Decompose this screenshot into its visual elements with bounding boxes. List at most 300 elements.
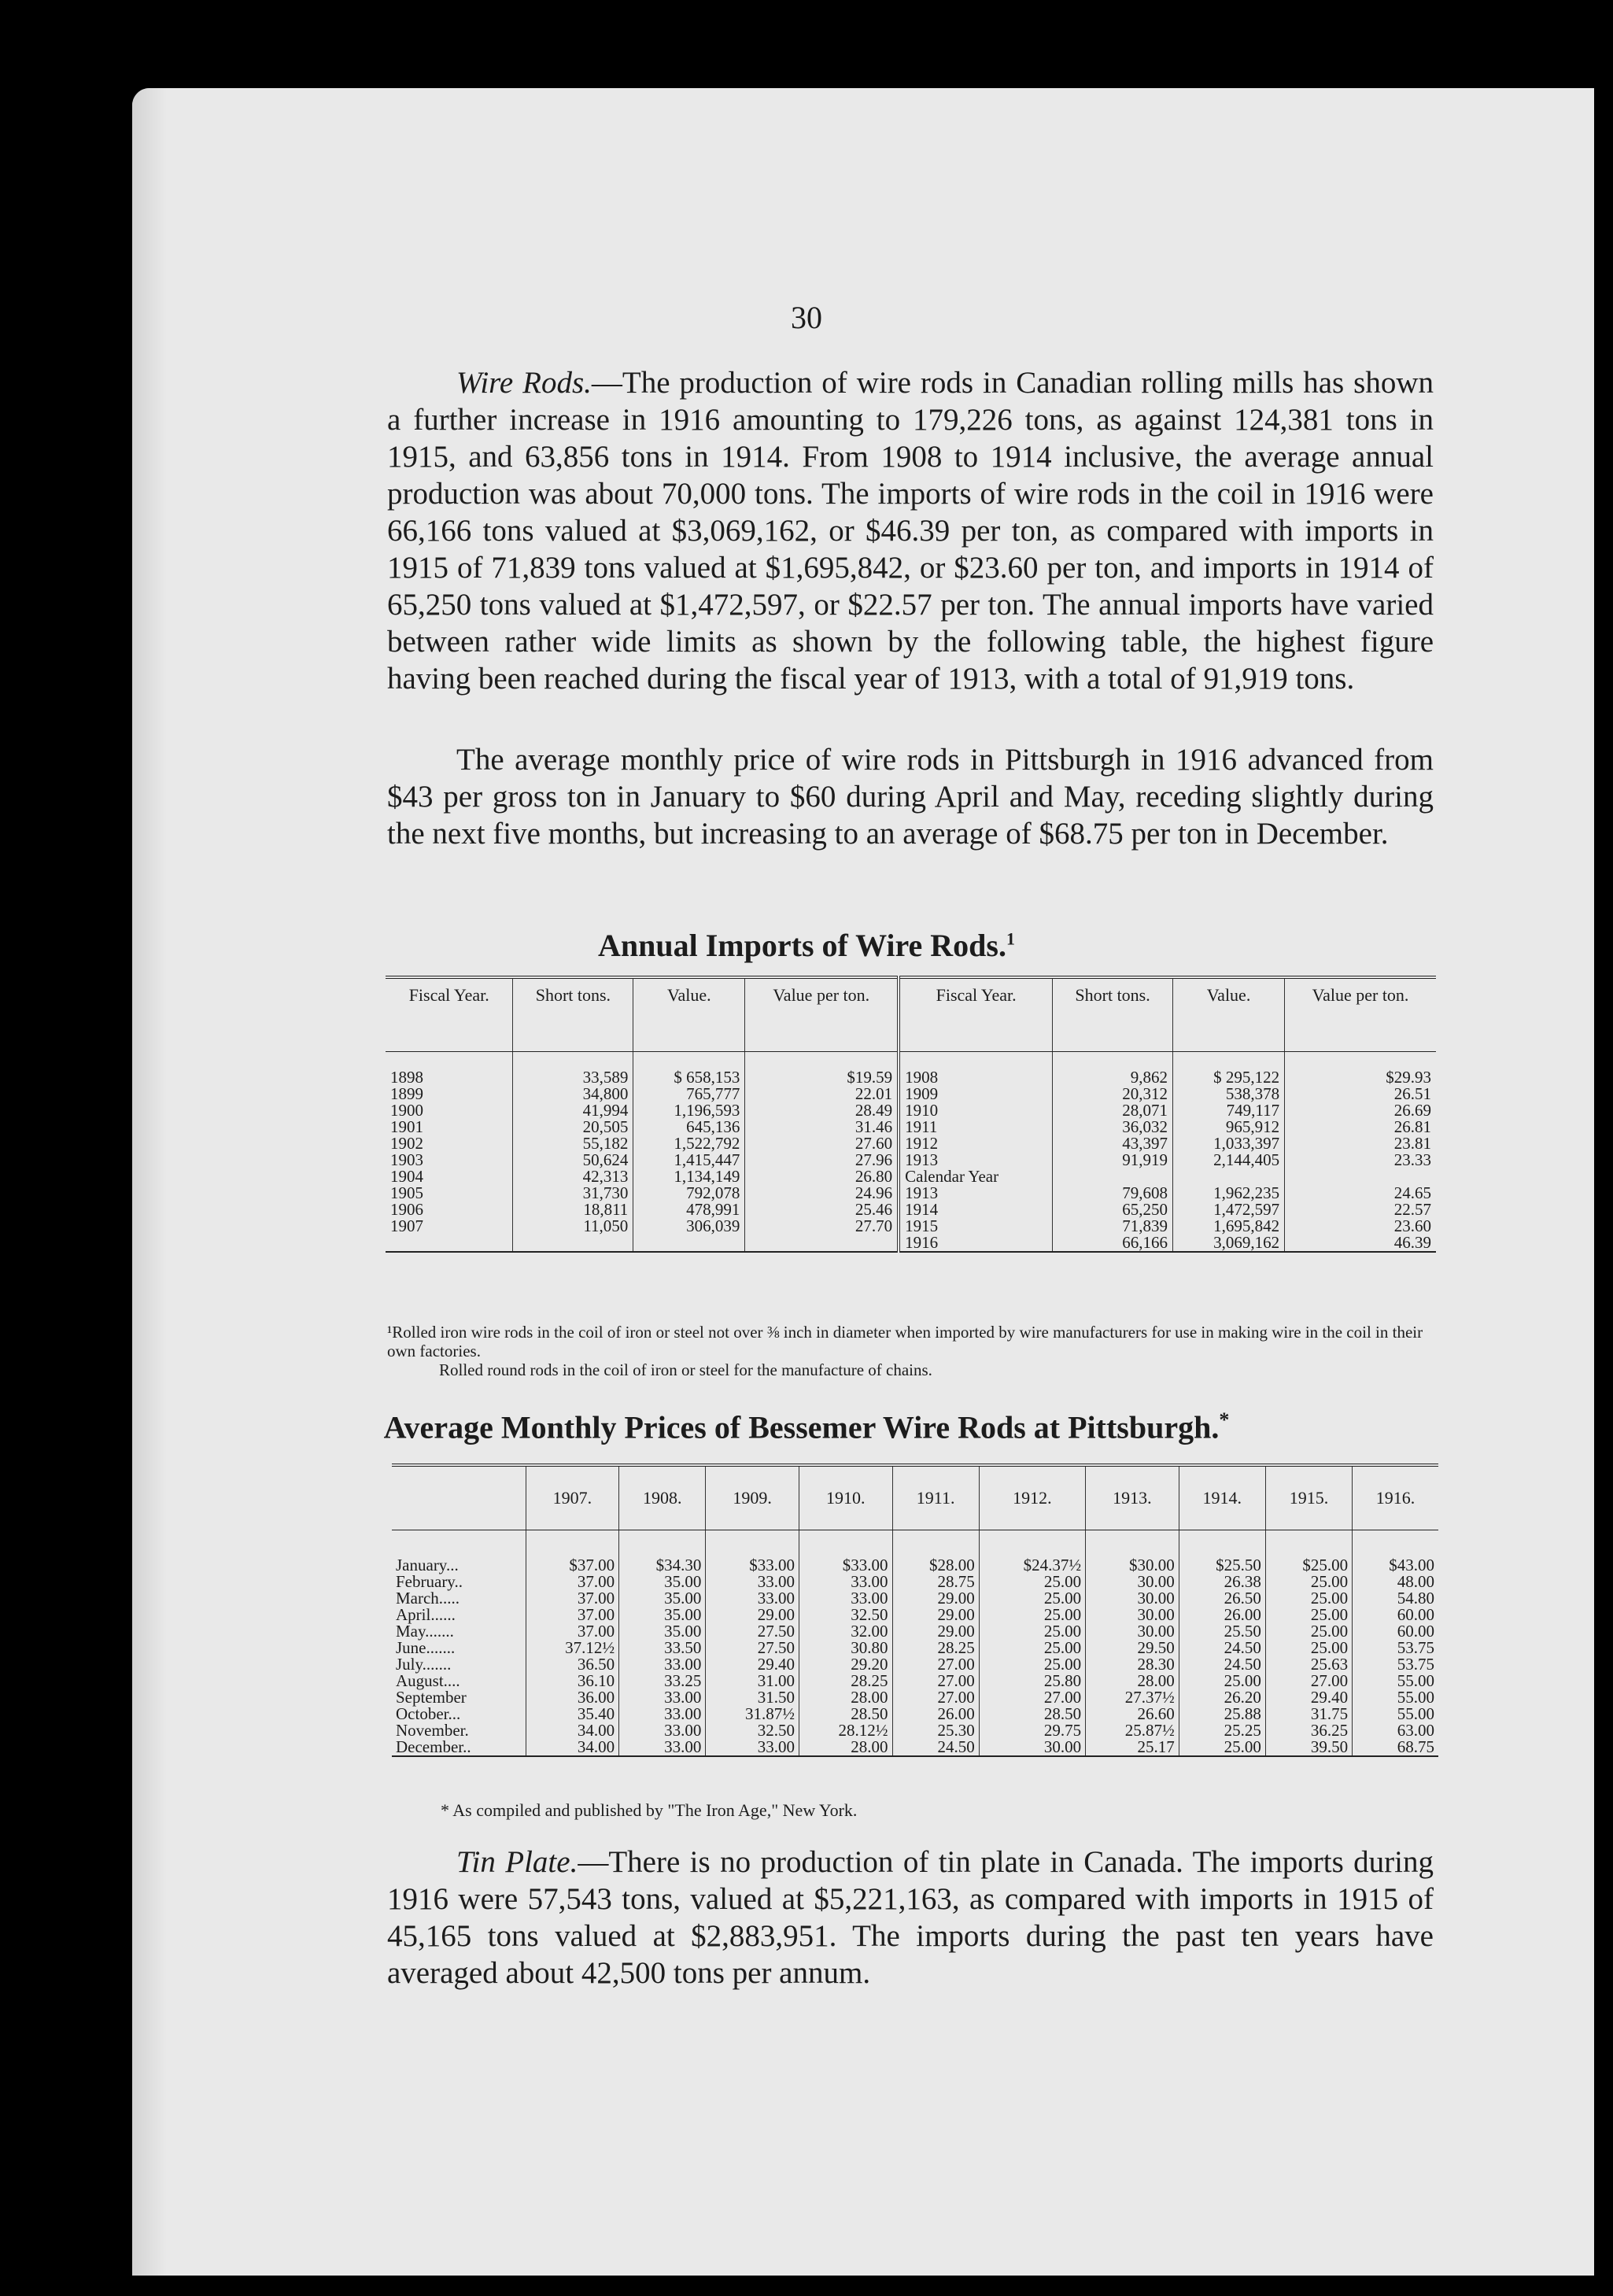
prices-year-header: 1908. [619, 1465, 706, 1530]
prices-value-cell: 55.00 [1397, 1671, 1434, 1690]
prices-month-cell: December.. [392, 1739, 526, 1756]
prices-month-cell: October... [392, 1706, 526, 1722]
prices-title-text: Average Monthly Prices of Bessemer Wire Rods at Pittsburgh. [383, 1409, 1220, 1445]
prices-value-cell: 36.50 [526, 1656, 619, 1673]
imports-year-cell: 1904 [386, 1168, 513, 1185]
spacer-cell [899, 1052, 1053, 1070]
prices-value-cell: 33.25 [619, 1673, 706, 1689]
prices-row [392, 1656, 1438, 1673]
imports-row [386, 1086, 1436, 1102]
imports-year-cell: 1912 [899, 1135, 1053, 1152]
prices-value-cell: 37.00 [526, 1590, 619, 1607]
imports-value-cell: 36,032 [1053, 1119, 1173, 1135]
imports-row [386, 1185, 1436, 1202]
prices-value-cell: 24.50 [892, 1739, 979, 1756]
imports-header-cell: Fiscal Year. [386, 977, 513, 1052]
imports-value-cell [633, 1235, 745, 1252]
prices-value-cell: 31.00 [706, 1673, 799, 1689]
spacer-cell [1285, 1052, 1436, 1070]
prices-value-cell: 28.30 [1086, 1656, 1179, 1673]
prices-month-cell: May....... [392, 1623, 526, 1640]
prices-value-cell: 35.00 [619, 1607, 706, 1623]
prices-spacer-row [392, 1530, 1438, 1558]
imports-value-cell: 792,078 [633, 1185, 745, 1202]
imports-value-cell: 645,136 [633, 1119, 745, 1135]
prices-value-cell: 30.00 [1086, 1607, 1179, 1623]
imports-value-cell: 33,589 [513, 1069, 633, 1086]
imports-year-cell: 1900 [386, 1102, 513, 1119]
price-paragraph [387, 741, 1434, 852]
imports-row [386, 1069, 1436, 1086]
prices-title-mark: * [1219, 1408, 1230, 1431]
imports-value-cell: 31,730 [513, 1185, 633, 1202]
prices-year-header: 1907. [526, 1465, 619, 1530]
imports-title-footnote-mark: 1 [1006, 928, 1015, 949]
spacer-cell [633, 1052, 745, 1070]
prices-value-cell: 35.00 [619, 1623, 706, 1640]
imports-year-cell: 1905 [386, 1185, 513, 1202]
prices-value-cell: $33.00 [799, 1557, 892, 1574]
imports-value-cell: 24.65 [1393, 1183, 1431, 1202]
imports-value-cell: 55,182 [513, 1135, 633, 1152]
imports-value-cell: 26.80 [745, 1168, 899, 1185]
prices-value-cell: 33.00 [799, 1590, 892, 1607]
prices-year-header: 1909. [706, 1465, 799, 1530]
imports-year-cell: 1899 [386, 1086, 513, 1102]
prices-value-cell: 33.00 [799, 1574, 892, 1590]
imports-row [386, 1119, 1436, 1135]
spacer-cell [745, 1052, 899, 1070]
prices-value-cell: 33.00 [619, 1706, 706, 1722]
imports-value-cell: 11,050 [513, 1218, 633, 1235]
prices-value-cell: 25.63 [1265, 1656, 1352, 1673]
prices-value-cell: 30.00 [979, 1739, 1085, 1756]
prices-value-cell: 26.50 [1179, 1590, 1265, 1607]
imports-value-cell: 749,117 [1173, 1102, 1285, 1119]
prices-value-cell: 29.00 [892, 1623, 979, 1640]
imports-value-cell: 18,811 [513, 1202, 633, 1218]
prices-value-cell: 68.75 [1397, 1737, 1434, 1756]
imports-value-cell: 1,033,397 [1173, 1135, 1285, 1152]
imports-value-cell: 23.60 [1393, 1216, 1431, 1235]
imports-value-cell: 538,378 [1173, 1086, 1285, 1102]
imports-value-cell [745, 1235, 899, 1252]
prices-value-cell: 26.38 [1179, 1574, 1265, 1590]
prices-month-cell: April...... [392, 1607, 526, 1623]
imports-value-cell: 34,800 [513, 1086, 633, 1102]
prices-value-cell: 28.50 [799, 1706, 892, 1722]
imports-value-cell: 42,313 [513, 1168, 633, 1185]
prices-value-cell: 29.40 [1265, 1689, 1352, 1706]
prices-value-cell: $25.00 [1265, 1557, 1352, 1574]
imports-row [386, 1202, 1436, 1218]
prices-year-header: 1912. [979, 1465, 1085, 1530]
prices-value-cell: 25.00 [979, 1574, 1085, 1590]
prices-value-cell: 28.00 [799, 1739, 892, 1756]
prices-row [392, 1673, 1438, 1689]
imports-table-title [0, 927, 1613, 964]
imports-value-cell [513, 1235, 633, 1252]
prices-value-cell: 25.00 [1179, 1739, 1265, 1756]
prices-value-cell: 28.75 [892, 1574, 979, 1590]
prices-value-cell: $25.50 [1179, 1557, 1265, 1574]
imports-value-cell: 41,994 [513, 1102, 633, 1119]
imports-value-cell: 46.39 [1393, 1233, 1431, 1252]
imports-year-cell: 1906 [386, 1202, 513, 1218]
imports-value-cell: 2,144,405 [1173, 1152, 1285, 1168]
prices-value-cell: 25.00 [979, 1590, 1085, 1607]
prices-value-cell: 25.00 [1265, 1640, 1352, 1656]
prices-row [392, 1722, 1438, 1739]
prices-value-cell: 27.00 [892, 1689, 979, 1706]
imports-value-cell: 28,071 [1053, 1102, 1173, 1119]
prices-value-cell: $28.00 [892, 1557, 979, 1574]
imports-value-cell: 26.51 [1393, 1084, 1431, 1103]
imports-row [386, 1235, 1436, 1252]
spacer-cell [619, 1530, 706, 1558]
prices-value-cell: 34.00 [526, 1739, 619, 1756]
spacer-cell [1179, 1530, 1265, 1558]
prices-value-cell: 30.00 [1086, 1590, 1179, 1607]
imports-value-cell: 3,069,162 [1173, 1235, 1285, 1252]
prices-year-header: 1911. [892, 1465, 979, 1530]
prices-value-cell: 35.00 [619, 1590, 706, 1607]
imports-value-cell [1053, 1168, 1173, 1185]
imports-value-cell: 1,134,149 [633, 1168, 745, 1185]
tin-plate-text: —There is no production of tin plate in Canada. The imports during 1916 were 57,543 tons, valued at $5,221,163, as compared with imports in 1915 of 45,165 tons valued at $2,883,951. The imports during the past ten years have averaged about 42,500 tons per annum. [387, 1845, 1434, 1990]
imports-header-cell: Value. [633, 977, 745, 1052]
prices-value-cell: 30.80 [799, 1640, 892, 1656]
prices-value-cell: $33.00 [706, 1557, 799, 1574]
wire-rods-paragraph [387, 364, 1434, 697]
imports-value-cell: 23.33 [1393, 1150, 1431, 1169]
prices-value-cell: 27.00 [979, 1689, 1085, 1706]
prices-value-cell: 26.00 [1179, 1607, 1265, 1623]
imports-value-cell: 1,522,792 [633, 1135, 745, 1152]
prices-value-cell: 35.40 [526, 1706, 619, 1722]
spacer-cell [1173, 1052, 1285, 1070]
prices-value-cell: 33.00 [706, 1590, 799, 1607]
prices-value-cell: 25.00 [1265, 1607, 1352, 1623]
prices-month-cell: November. [392, 1722, 526, 1739]
prices-row [392, 1557, 1438, 1574]
prices-value-cell: 24.50 [1179, 1640, 1265, 1656]
prices-value-cell: $43.00 [1389, 1556, 1434, 1574]
imports-value-cell: 20,312 [1053, 1086, 1173, 1102]
prices-value-cell: 33.00 [706, 1739, 799, 1756]
prices-value-cell: 24.50 [1179, 1656, 1265, 1673]
prices-value-cell: 25.00 [1179, 1673, 1265, 1689]
prices-month-cell: February.. [392, 1574, 526, 1590]
imports-year-cell: 1907 [386, 1218, 513, 1235]
imports-year-cell: 1903 [386, 1152, 513, 1168]
prices-value-cell: 55.00 [1397, 1688, 1434, 1707]
prices-value-cell: 25.00 [979, 1607, 1085, 1623]
imports-value-cell: 66,166 [1053, 1235, 1173, 1252]
prices-value-cell: 31.75 [1265, 1706, 1352, 1722]
imports-header-cell: Value per ton. [1285, 977, 1436, 1052]
imports-value-cell: 9,862 [1053, 1069, 1173, 1086]
imports-value-cell [1285, 1168, 1436, 1185]
imports-header-cell: Value per ton. [745, 977, 899, 1052]
prices-value-cell: 30.00 [1086, 1623, 1179, 1640]
prices-value-cell: 63.00 [1397, 1721, 1434, 1740]
imports-footnote-2: Rolled round rods in the coil of iron or steel for the manufacture of chains. [439, 1360, 932, 1379]
prices-footnote: * As compiled and published by "The Iron Age," New York. [441, 1800, 858, 1820]
prices-year-header: 1913. [1086, 1465, 1179, 1530]
prices-month-header [392, 1465, 526, 1530]
imports-value-cell: 79,608 [1053, 1185, 1173, 1202]
prices-row [392, 1590, 1438, 1607]
imports-row [386, 1135, 1436, 1152]
prices-value-cell: 26.00 [892, 1706, 979, 1722]
imports-footnote-1: ¹Rolled iron wire rods in the coil of iron or steel not over ⅜ inch in diameter when imported by wire manufacturers for use in making wire in the coil in their own factories. [387, 1323, 1423, 1360]
prices-value-cell: 60.00 [1397, 1622, 1434, 1641]
imports-value-cell: 65,250 [1053, 1202, 1173, 1218]
prices-value-cell: 27.50 [706, 1640, 799, 1656]
prices-row [392, 1706, 1438, 1722]
imports-year-cell: 1902 [386, 1135, 513, 1152]
prices-value-cell: 32.50 [799, 1607, 892, 1623]
tin-plate-lead: Tin Plate. [456, 1845, 578, 1879]
prices-row [392, 1574, 1438, 1590]
prices-table [392, 1464, 1438, 1757]
prices-value-cell: 54.80 [1397, 1589, 1434, 1608]
imports-value-cell: 478,991 [633, 1202, 745, 1218]
imports-value-cell: 26.81 [1393, 1117, 1431, 1136]
prices-month-cell: July....... [392, 1656, 526, 1673]
prices-value-cell: 25.00 [1265, 1590, 1352, 1607]
prices-year-header: 1910. [799, 1465, 892, 1530]
prices-month-cell: September [392, 1689, 526, 1706]
prices-year-header: 1916. [1353, 1465, 1438, 1530]
prices-value-cell: 29.40 [706, 1656, 799, 1673]
prices-value-cell: 28.00 [1086, 1673, 1179, 1689]
prices-value-cell: $30.00 [1086, 1557, 1179, 1574]
imports-year-cell: 1914 [899, 1202, 1053, 1218]
imports-table [386, 976, 1436, 1253]
prices-value-cell: 25.00 [1265, 1574, 1352, 1590]
spacer-cell [513, 1052, 633, 1070]
imports-footnotes [387, 1323, 1441, 1379]
prices-value-cell: 28.00 [799, 1689, 892, 1706]
imports-value-cell: 22.57 [1393, 1200, 1431, 1219]
imports-year-cell: 1916 [899, 1235, 1053, 1252]
prices-value-cell: 25.00 [979, 1656, 1085, 1673]
prices-month-cell: March..... [392, 1590, 526, 1607]
prices-value-cell: 37.00 [526, 1574, 619, 1590]
imports-value-cell [1173, 1168, 1285, 1185]
spacer-cell [1053, 1052, 1173, 1070]
spacer-cell [1086, 1530, 1179, 1558]
imports-value-cell: 306,039 [633, 1218, 745, 1235]
prices-value-cell: 25.30 [892, 1722, 979, 1739]
prices-value-cell: 25.50 [1179, 1623, 1265, 1640]
prices-value-cell: 33.00 [619, 1656, 706, 1673]
prices-value-cell: 37.00 [526, 1623, 619, 1640]
prices-value-cell: 25.17 [1086, 1739, 1179, 1756]
prices-value-cell: 27.00 [892, 1673, 979, 1689]
imports-value-cell: 965,912 [1173, 1119, 1285, 1135]
prices-month-cell: August.... [392, 1673, 526, 1689]
imports-value-cell: 27.96 [745, 1152, 899, 1168]
prices-value-cell: 25.00 [979, 1640, 1085, 1656]
imports-value-cell: 31.46 [745, 1119, 899, 1135]
prices-row [392, 1640, 1438, 1656]
imports-value-cell: 26.69 [1393, 1101, 1431, 1120]
imports-row [386, 1168, 1436, 1185]
prices-value-cell: 36.10 [526, 1673, 619, 1689]
prices-value-cell: 27.50 [706, 1623, 799, 1640]
wire-rods-lead: Wire Rods. [456, 366, 592, 400]
prices-value-cell: 48.00 [1397, 1572, 1434, 1591]
prices-row [392, 1607, 1438, 1623]
prices-value-cell: 29.50 [1086, 1640, 1179, 1656]
prices-value-cell: 34.00 [526, 1722, 619, 1739]
prices-value-cell: 27.00 [892, 1656, 979, 1673]
prices-value-cell: 26.20 [1179, 1689, 1265, 1706]
spacer-cell [706, 1530, 799, 1558]
imports-year-cell: Calendar Year [899, 1168, 1053, 1185]
spacer-cell [386, 1052, 513, 1070]
prices-value-cell: 33.00 [619, 1689, 706, 1706]
prices-value-cell: 28.50 [979, 1706, 1085, 1722]
imports-header-cell: Fiscal Year. [899, 977, 1053, 1052]
prices-year-header: 1915. [1265, 1465, 1352, 1530]
prices-row [392, 1739, 1438, 1756]
imports-value-cell: 23.81 [1393, 1134, 1431, 1153]
prices-month-cell: January... [392, 1557, 526, 1574]
imports-value-cell: 28.49 [745, 1102, 899, 1119]
prices-value-cell: 28.25 [892, 1640, 979, 1656]
prices-value-cell: 36.00 [526, 1689, 619, 1706]
imports-year-cell: 1908 [899, 1069, 1053, 1086]
imports-header-cell: Short tons. [1053, 977, 1173, 1052]
prices-value-cell: 30.00 [1086, 1574, 1179, 1590]
imports-row [386, 1102, 1436, 1119]
prices-value-cell: 37.00 [526, 1607, 619, 1623]
prices-value-cell: 28.12½ [799, 1722, 892, 1739]
imports-value-cell: 20,505 [513, 1119, 633, 1135]
imports-value-cell: 1,962,235 [1173, 1185, 1285, 1202]
prices-value-cell: 27.00 [1265, 1673, 1352, 1689]
prices-year-header: 1914. [1179, 1465, 1265, 1530]
spacer-cell [392, 1530, 526, 1558]
spacer-cell [892, 1530, 979, 1558]
prices-row [392, 1623, 1438, 1640]
imports-value-cell: 24.96 [745, 1185, 899, 1202]
imports-year-cell [386, 1235, 513, 1252]
spacer-cell [799, 1530, 892, 1558]
imports-value-cell: $ 295,122 [1173, 1069, 1285, 1086]
prices-value-cell: 33.00 [619, 1739, 706, 1756]
imports-year-cell: 1909 [899, 1086, 1053, 1102]
page-number: 30 [791, 300, 822, 335]
imports-value-cell: $19.59 [745, 1069, 899, 1086]
prices-value-cell: 29.00 [892, 1590, 979, 1607]
imports-value-cell: 765,777 [633, 1086, 745, 1102]
prices-value-cell: 29.75 [979, 1722, 1085, 1739]
prices-value-cell: 25.25 [1179, 1722, 1265, 1739]
prices-value-cell: 25.00 [979, 1623, 1085, 1640]
imports-value-cell: 71,839 [1053, 1218, 1173, 1235]
prices-value-cell: 35.00 [619, 1574, 706, 1590]
prices-value-cell: 32.50 [706, 1722, 799, 1739]
imports-value-cell: 1,695,842 [1173, 1218, 1285, 1235]
imports-year-cell: 1913 [899, 1152, 1053, 1168]
imports-year-cell: 1913 [899, 1185, 1053, 1202]
price-paragraph-text: The average monthly price of wire rods in Pittsburgh in 1916 advanced from $43 per gross ton in January to $60 during April and May, receding slightly during the next five months, but increasing to an average of $68.75 per ton in December. [387, 743, 1434, 851]
prices-value-cell: 27.37½ [1086, 1689, 1179, 1706]
imports-value-cell: 43,397 [1053, 1135, 1173, 1152]
prices-value-cell: 32.00 [799, 1623, 892, 1640]
imports-value-cell: 27.70 [745, 1218, 899, 1235]
imports-header-cell: Value. [1173, 977, 1285, 1052]
spacer-cell [979, 1530, 1085, 1558]
imports-row [386, 1152, 1436, 1168]
prices-value-cell: $37.00 [526, 1557, 619, 1574]
imports-year-cell: 1915 [899, 1218, 1053, 1235]
prices-value-cell: 29.00 [892, 1607, 979, 1623]
prices-value-cell: $34.30 [619, 1557, 706, 1574]
prices-value-cell: 25.00 [1265, 1623, 1352, 1640]
imports-header-cell: Short tons. [513, 977, 633, 1052]
imports-row [386, 1218, 1436, 1235]
prices-value-cell: 60.00 [1397, 1605, 1434, 1624]
spacer-cell [1353, 1530, 1438, 1558]
imports-value-cell: 91,919 [1053, 1152, 1173, 1168]
prices-value-cell: 33.00 [706, 1574, 799, 1590]
prices-value-cell: 33.00 [619, 1722, 706, 1739]
prices-value-cell: 29.20 [799, 1656, 892, 1673]
imports-value-cell: 27.60 [745, 1135, 899, 1152]
prices-value-cell: 28.25 [799, 1673, 892, 1689]
imports-value-cell: $ 658,153 [633, 1069, 745, 1086]
page-binding-edge [132, 88, 167, 2276]
imports-value-cell: 50,624 [513, 1152, 633, 1168]
prices-value-cell: 37.12½ [526, 1640, 619, 1656]
prices-value-cell: 55.00 [1397, 1704, 1434, 1723]
imports-value-cell: $29.93 [1386, 1068, 1431, 1087]
imports-year-cell: 1901 [386, 1119, 513, 1135]
prices-value-cell: 53.75 [1397, 1638, 1434, 1657]
prices-value-cell: 26.60 [1086, 1706, 1179, 1722]
prices-row [392, 1689, 1438, 1706]
prices-value-cell: 25.87½ [1086, 1722, 1179, 1739]
prices-value-cell: 31.87½ [706, 1706, 799, 1722]
spacer-cell [1265, 1530, 1352, 1558]
wire-rods-text: —The production of wire rods in Canadian rolling mills has shown a further increase in 1916 amounting to 179,226 tons, as against 124,381 tons in 1915, and 63,856 tons in 1914. From 1908 to 1914 inclusive, the average annual production was about 70,000 tons. The imports of wire rods in the coil in 1916 were 66,166 tons valued at $3,069,162, or $46.39 per ton, as compared with imports in 1915 of 71,839 tons valued at $1,695,842, or $23.60 per ton, and imports in 1914 of 65,250 tons valued at $1,472,597, or $22.57 per ton. The annual imports have varied between rather wide limits as shown by the following table, the highest figure having been reached during the fiscal year of 1913, with a total of 91,919 tons. [387, 366, 1434, 696]
prices-value-cell: $24.37½ [979, 1557, 1085, 1574]
prices-value-cell: 31.50 [706, 1689, 799, 1706]
prices-value-cell: 39.50 [1265, 1739, 1352, 1756]
imports-value-cell: 25.46 [745, 1202, 899, 1218]
imports-value-cell: 1,472,597 [1173, 1202, 1285, 1218]
imports-year-cell: 1910 [899, 1102, 1053, 1119]
prices-month-cell: June....... [392, 1640, 526, 1656]
imports-spacer-row [386, 1052, 1436, 1070]
imports-year-cell: 1898 [386, 1069, 513, 1086]
imports-value-cell: 1,415,447 [633, 1152, 745, 1168]
prices-value-cell: 25.88 [1179, 1706, 1265, 1722]
imports-value-cell: 1,196,593 [633, 1102, 745, 1119]
imports-title-text: Annual Imports of Wire Rods. [598, 928, 1006, 963]
prices-value-cell: 36.25 [1265, 1722, 1352, 1739]
prices-value-cell: 33.50 [619, 1640, 706, 1656]
prices-value-cell: 29.00 [706, 1607, 799, 1623]
imports-value-cell: 22.01 [745, 1086, 899, 1102]
tin-plate-paragraph [387, 1844, 1434, 1991]
